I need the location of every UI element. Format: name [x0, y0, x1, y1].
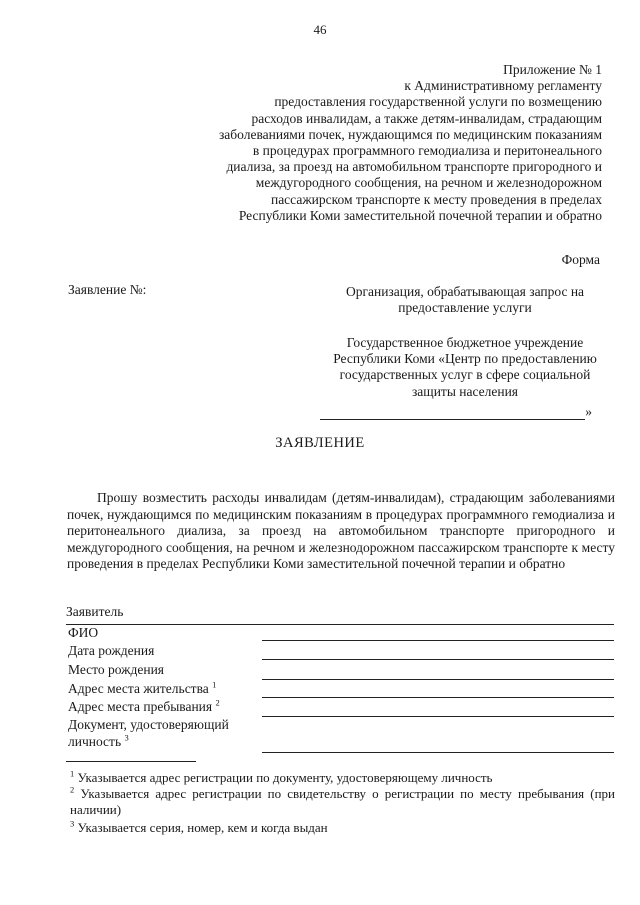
identity-document-text: личность: [68, 734, 122, 749]
field-input-fio[interactable]: [262, 640, 614, 641]
request-paragraph: [67, 490, 615, 573]
appendix-line: Республики Коми заместительной почечной терапии и обратно: [238, 207, 602, 223]
closing-quote: »: [585, 404, 592, 419]
footnote-separator: [66, 761, 196, 762]
field-label-stay-address: [68, 699, 220, 715]
appendix-line: расходов инвалидам, а также детям-инвалидам, страдающим: [251, 110, 602, 126]
footnote-2: [70, 786, 615, 817]
form-label: Форма: [561, 252, 600, 267]
field-label-birth-place: Место рождения: [68, 662, 165, 677]
appendix-line: диализа, за проезд на автомобильном транспорте пригородного и: [226, 159, 602, 175]
footnote-3: [70, 820, 615, 836]
application-number-label: Заявление №:: [68, 282, 147, 297]
page-number: 46: [313, 22, 327, 37]
field-label-identity-document-cont: [68, 734, 129, 750]
appendix-header: [172, 62, 602, 224]
footnote-1: [70, 770, 615, 786]
organization-name-line: Государственное бюджетное учреждение: [346, 335, 584, 350]
organization-caption: [300, 284, 630, 316]
document-title: ЗАЯВЛЕНИЕ: [275, 435, 365, 451]
organization-caption-line: Организация, обрабатывающая запрос на: [345, 284, 585, 299]
appendix-title: Приложение № 1: [503, 62, 602, 77]
field-input-residence-address[interactable]: [262, 697, 614, 698]
field-input-stay-address[interactable]: [262, 716, 614, 717]
organization-name: [300, 335, 630, 400]
footnote-ref-3: 3: [124, 732, 129, 743]
field-input-birth-place[interactable]: [262, 679, 614, 680]
applicant-heading: Заявитель: [66, 604, 124, 619]
field-label-fio: ФИО: [68, 625, 99, 640]
residence-address-text: Адрес места жительства: [68, 681, 209, 696]
field-label-birth-date: Дата рождения: [68, 643, 155, 658]
field-input-identity-document[interactable]: [262, 752, 614, 753]
blank-underline: [320, 406, 585, 420]
appendix-line: в процедурах программного гемодиализа и перитонеального: [252, 143, 602, 159]
footnote-ref-1: 1: [212, 679, 217, 690]
footnote-mark: 2: [70, 784, 75, 795]
footnote-ref-2: 2: [215, 697, 220, 708]
organization-caption-line: предоставление услуги: [398, 300, 532, 316]
footnote-text: Указывается адрес регистрации по свидетельству о регистрации по месту пребывания (при наличии): [70, 786, 616, 817]
appendix-line: предоставления государственной услуги по возмещению: [274, 94, 602, 110]
appendix-line: пассажирском транспорте к месту проведения в пределах: [270, 191, 602, 207]
field-input-birth-date[interactable]: [262, 659, 614, 660]
organization-name-line: защиты населения: [411, 383, 519, 399]
field-label-residence-address: [68, 681, 216, 697]
footnote-mark: 1: [70, 768, 75, 779]
appendix-line: к Административному регламенту: [404, 78, 602, 94]
organization-name-line: государственных услуг в сфере социальной: [339, 367, 591, 383]
appendix-line: междугородного сообщения, на речном и железнодорожном: [255, 175, 602, 191]
footnote-text: Указывается адрес регистрации по документу, удостоверяющему личность: [77, 770, 493, 785]
organization-name-line: Республики Коми «Центр по предоставлению: [333, 351, 597, 367]
field-label-identity-document: Документ, удостоверяющий: [68, 717, 229, 732]
table-top-rule: [66, 624, 614, 625]
footnote-mark: 3: [70, 818, 75, 829]
organization-blank-line[interactable]: [320, 404, 592, 420]
request-text: Прошу возместить расходы инвалидам (детям-инвалидам), страдающим заболеваниями почек, нуждающимся по медицинским показаниям в процедурах программного гемодиализа и перитонеального диализа, за проезд на автомобильном транспорте пригородного и междугородного сообщения, на речном и железнодорожном пассажирском транспорте к месту проведения в пределах Республики Коми заместительной почечной терапии и обратно: [67, 490, 615, 572]
appendix-line: заболеваниями почек, нуждающимся по медицинским показаниям: [218, 126, 602, 142]
footnote-text: Указывается серия, номер, кем и когда выдан: [77, 820, 328, 835]
stay-address-text: Адрес места пребывания: [68, 699, 213, 714]
